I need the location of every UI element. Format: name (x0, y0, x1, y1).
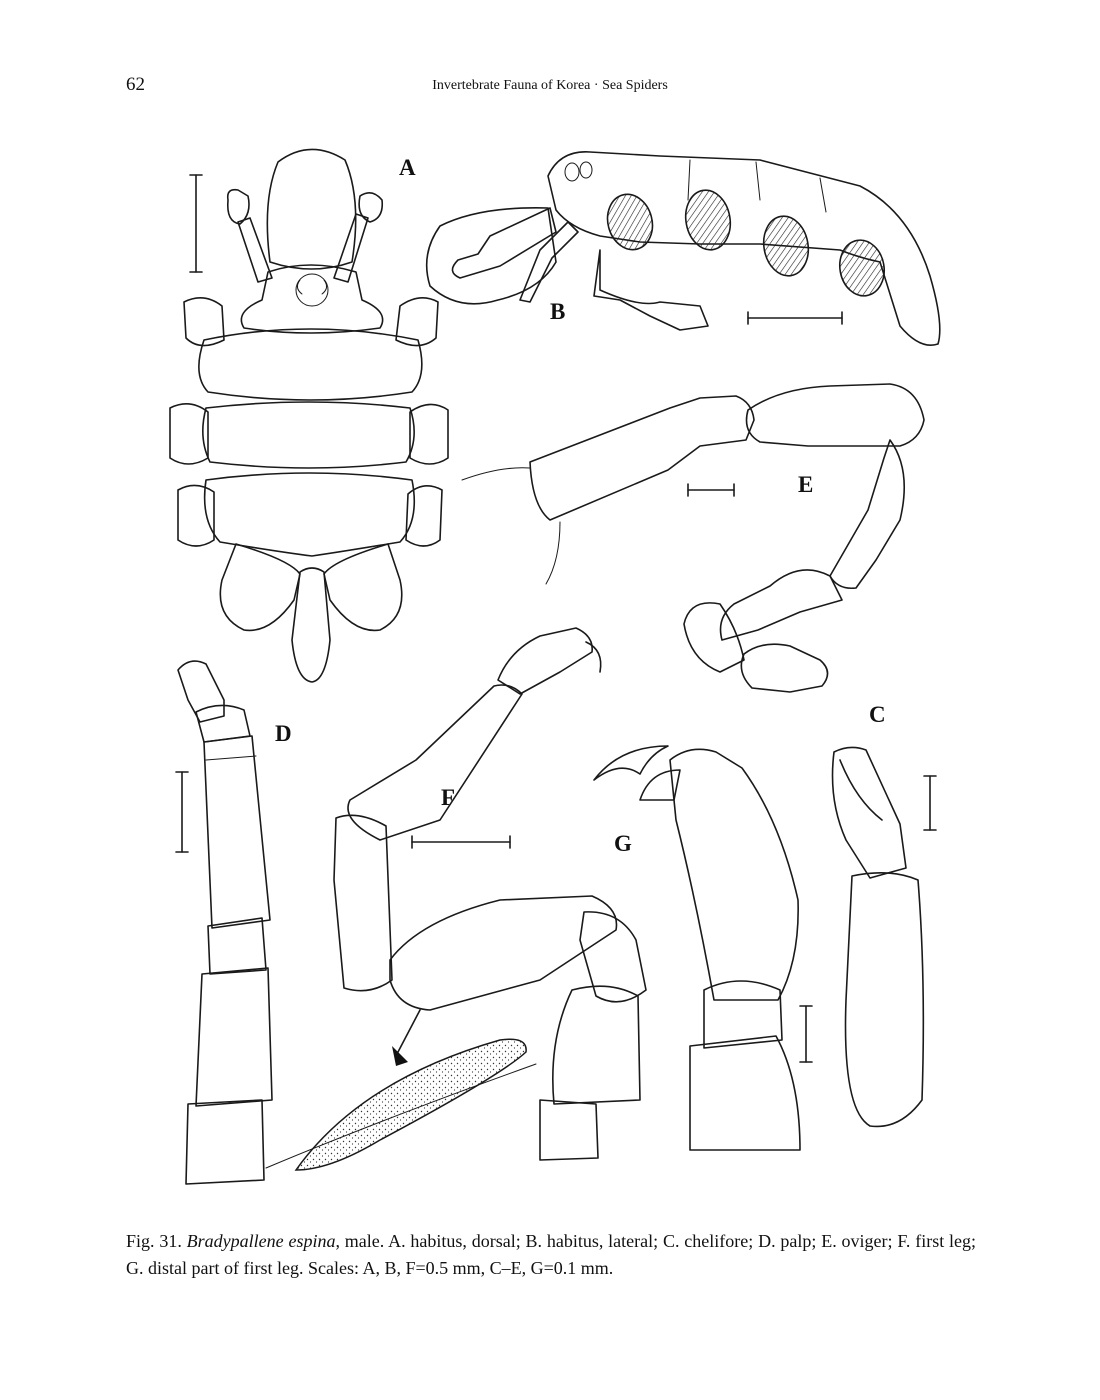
panel-g-drawing (594, 746, 812, 1150)
panel-b-drawing (427, 152, 940, 345)
caption-prefix: Fig. 31. (126, 1231, 182, 1251)
panel-c-drawing (833, 747, 937, 1126)
panel-e-drawing (462, 384, 924, 692)
caption-species: Bradypallene espina (186, 1231, 336, 1251)
panel-label-f: F (441, 785, 456, 810)
figure-caption (126, 1228, 976, 1282)
caption-text: , male. A. habitus, dorsal; B. habitus, lateral; C. chelifore; D. palp; E. oviger; F. first leg; G. distal part of first leg. Scales: A, B, F=0.5 mm, C–E, G=0.1 mm. (126, 1231, 977, 1278)
panel-label-a: A (399, 155, 416, 180)
running-head: Invertebrate Fauna of Korea · Sea Spiders (432, 78, 668, 93)
panel-a-drawing (170, 149, 448, 682)
panel-label-b: B (550, 299, 566, 324)
panel-label-g: G (614, 831, 632, 856)
panel-d-drawing (176, 661, 272, 1184)
page-number: 62 (126, 74, 145, 95)
panel-f-drawing (266, 628, 646, 1170)
panel-label-d: D (275, 721, 292, 746)
panel-label-e: E (798, 472, 814, 497)
panel-label-c: C (869, 702, 886, 727)
